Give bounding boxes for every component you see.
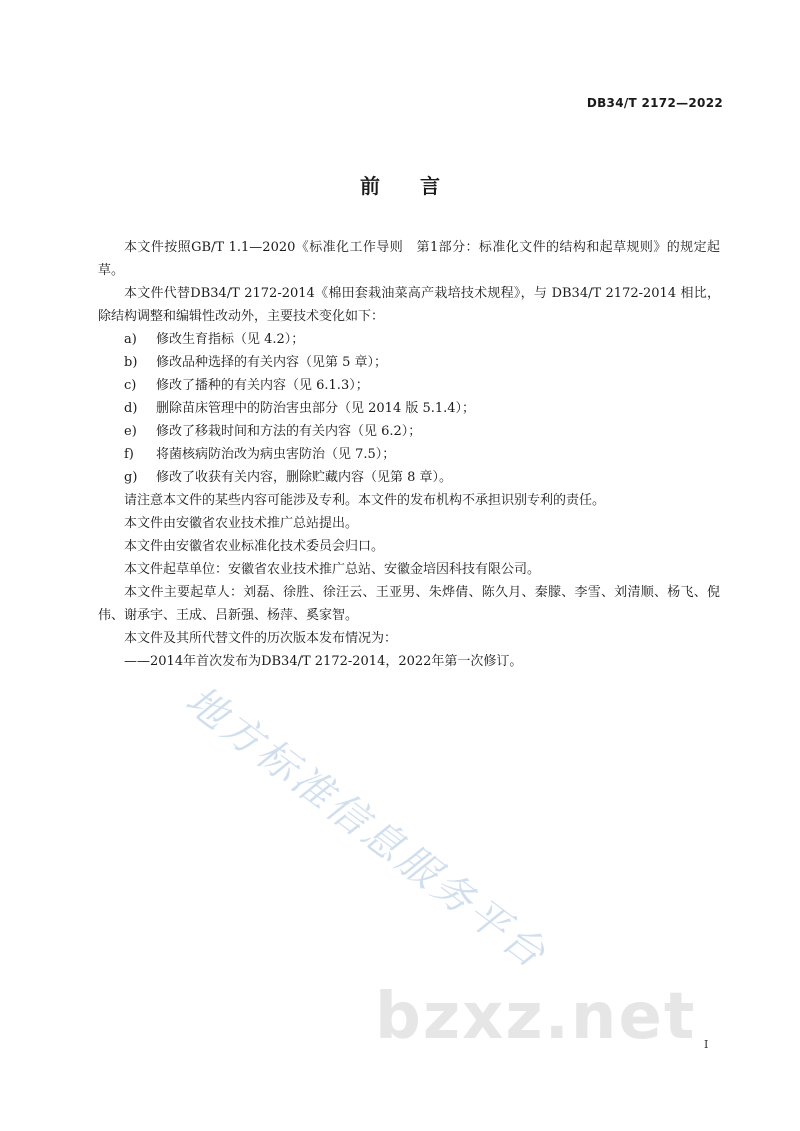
paragraph-replacement: 本文件代替DB34/T 2172-2014《棉田套栽油菜高产栽培技术规程》，与 DB34/T 2172-2014 相比，除结构调整和编辑性改动外，主要技术变化如下： <box>98 286 720 324</box>
list-marker: f) <box>124 447 134 462</box>
changes-list <box>98 328 720 489</box>
list-marker: e) <box>124 424 137 439</box>
list-marker: g) <box>124 470 138 485</box>
foreword-body <box>98 236 720 673</box>
paragraph-history-entry: ——2014年首次发布为DB34/T 2172-2014，2022年第一次修订。 <box>124 654 523 669</box>
list-item <box>98 351 720 374</box>
list-marker: a) <box>124 332 137 347</box>
list-item <box>98 466 720 489</box>
list-item-text: 修改品种选择的有关内容（见第 5 章）； <box>156 355 388 370</box>
paragraph-patent-notice: 请注意本文件的某些内容可能涉及专利。本文件的发布机构不承担识别专利的责任。 <box>124 493 606 508</box>
list-item-text: 删除苗床管理中的防治害虫部分（见 2014 版 5.1.4）； <box>156 401 476 416</box>
list-item <box>98 443 720 466</box>
paragraph-history-intro: 本文件及其所代替文件的历次版本发布情况为： <box>124 631 398 646</box>
list-marker: b) <box>124 355 138 370</box>
list-item-text: 修改了播种的有关内容（见 6.1.3）； <box>156 378 369 393</box>
platform-watermark: 地方标准信息服务平台 <box>176 677 556 979</box>
list-item-text: 将菌核病防治改为病虫害防治（见 7.5）； <box>156 447 396 462</box>
paragraph-drafting-units: 本文件起草单位：安徽省农业技术推广总站、安徽金培因科技有限公司。 <box>124 562 541 577</box>
page-number: I <box>704 1038 709 1051</box>
paragraph-committee: 本文件由安徽省农业标准化技术委员会归口。 <box>124 539 385 554</box>
list-marker: c) <box>124 378 137 393</box>
paragraph-drafting-basis: 本文件按照GB/T 1.1—2020《标准化工作导则 第1部分：标准化文件的结构和起草规则》的规定起草。 <box>98 240 720 278</box>
document-code: DB34/T 2172—2022 <box>586 96 723 110</box>
paragraph-proposer: 本文件由安徽省农业技术推广总站提出。 <box>124 516 359 531</box>
list-item <box>98 374 720 397</box>
list-item <box>98 420 720 443</box>
list-marker: d) <box>124 401 138 416</box>
list-item-text: 修改了收获有关内容，删除贮藏内容（见第 8 章）。 <box>156 470 453 485</box>
list-item <box>98 397 720 420</box>
list-item-text: 修改了移栽时间和方法的有关内容（见 6.2）； <box>156 424 422 439</box>
list-item <box>98 328 720 351</box>
paragraph-drafters: 本文件主要起草人：刘磊、徐胜、徐汪云、王亚男、朱烨倩、陈久月、秦朦、李雪、刘清顺、杨飞、倪伟、谢承宇、王成、吕新强、杨萍、奚家智。 <box>98 585 720 623</box>
list-item-text: 修改生育指标（见 4.2）； <box>156 332 305 347</box>
site-watermark: bzxz.net <box>375 980 697 1054</box>
page-title: 前言 <box>360 174 480 198</box>
